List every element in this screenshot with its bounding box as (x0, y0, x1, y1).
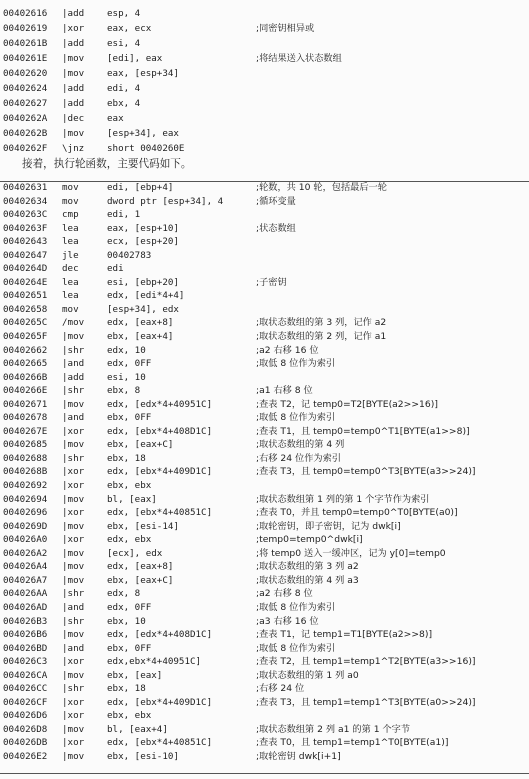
code-comment: ;取状态数组的第 3 列 a2 (256, 561, 359, 573)
code-operands: edx, [ebx*4+409D1C] (107, 466, 213, 478)
code-comment: ;取状态数组第 1 列的第 1 个字节作为索引 (256, 493, 430, 505)
code-address: 004026A4 (3, 561, 48, 573)
code-operands: ebx, [eax+4] (107, 331, 174, 343)
code-mnemonic: |and (62, 601, 85, 613)
code-address: 0040269D (3, 520, 48, 532)
code-comment: ;子密钥 (256, 276, 287, 288)
code-comment: ;a2 右移 16 位 (256, 344, 319, 356)
code-line (0, 682, 529, 696)
code-mnemonic: |xor (62, 23, 85, 34)
code-line (0, 357, 529, 371)
code-line (0, 66, 529, 81)
code-line (0, 303, 529, 317)
code-line (0, 736, 529, 750)
code-operands: ebx, ebx (107, 480, 152, 492)
code-operands: edx,ebx*4+40951C] (107, 656, 202, 668)
code-mnemonic: |mov (62, 439, 85, 451)
code-operands: [esp+34], eax (107, 128, 179, 139)
code-address: 0040261E (3, 53, 48, 64)
code-comment: ;取轮密钥 dwk[i+1] (256, 750, 341, 762)
code-comment: ;右移 24 位作为索引 (256, 452, 341, 464)
code-mnemonic: lea (62, 276, 79, 288)
code-address: 004026AD (3, 601, 48, 613)
code-line (0, 141, 529, 156)
code-mnemonic: |xor (62, 425, 85, 437)
code-operands: edi, [ebp+4] (107, 182, 174, 193)
code-address: 004026E2 (3, 750, 48, 762)
code-address: 004026A0 (3, 534, 48, 546)
code-operands: bl, [eax+4] (107, 723, 168, 735)
code-line (0, 208, 529, 222)
code-comment: ;循环变量 (256, 195, 296, 207)
code-line (0, 709, 529, 723)
code-comment: ;取低 8 位作为索引 (256, 642, 336, 654)
code-address: 00402692 (3, 480, 48, 492)
code-comment: ;取状态数组的第 3 列，记作 a2 (256, 317, 387, 329)
code-address: 0040265F (3, 331, 48, 343)
code-operands: edx, [edx*4+40951C] (107, 398, 213, 410)
code-address: 00402696 (3, 507, 48, 519)
code-address: 004026C3 (3, 656, 48, 668)
code-comment: ;查表 T3，且 temp1=temp1^T3[BYTE(a0>>24)] (256, 696, 476, 708)
code-line (0, 6, 529, 21)
code-address: 004026CF (3, 696, 48, 708)
code-comment: ;取状态数组的第 2 列，记作 a1 (256, 331, 387, 343)
code-line (0, 655, 529, 669)
code-operands: edx, 0FF (107, 358, 152, 370)
code-line (0, 642, 529, 656)
code-mnemonic: |add (62, 38, 85, 49)
code-mnemonic: |mov (62, 128, 85, 139)
code-operands: ebx, [eax+C] (107, 574, 174, 586)
code-mnemonic: |mov (62, 561, 85, 573)
code-operands: eax, [esp+34] (107, 68, 179, 79)
code-address: 004026CC (3, 683, 48, 695)
code-comment: ;取低 8 位作为索引 (256, 412, 336, 424)
code-mnemonic: mov (62, 195, 79, 207)
code-operands: edx, [edx*4+408D1C] (107, 629, 213, 641)
code-comment: ;查表 T0，且 temp1=temp1^T0[BYTE(a1)] (256, 737, 449, 749)
code-address: 0040261B (3, 38, 48, 49)
code-address: 00402619 (3, 23, 48, 34)
code-operands: edi, 1 (107, 209, 141, 221)
code-line (0, 425, 529, 439)
code-address: 00402688 (3, 452, 48, 464)
code-operands: short 0040260E (107, 143, 185, 154)
code-address: 004026CA (3, 669, 48, 681)
code-comment: ;取状态数组的第 4 列 (256, 439, 345, 451)
code-line (0, 249, 529, 263)
code-address: 0040264D (3, 263, 48, 275)
code-comment: ;a1 右移 8 位 (256, 385, 313, 397)
code-address: 0040267E (3, 425, 48, 437)
code-address: 004026A7 (3, 574, 48, 586)
code-address: 004026D8 (3, 723, 48, 735)
code-mnemonic: |add (62, 98, 85, 109)
code-line (0, 276, 529, 290)
code-operands: ebx, 18 (107, 452, 146, 464)
code-operands: edx, [ebx*4+40851C] (107, 507, 213, 519)
code-line (0, 344, 529, 358)
code-line (0, 479, 529, 493)
code-address: 00402658 (3, 303, 48, 315)
code-line (0, 330, 529, 344)
code-mnemonic: |mov (62, 629, 85, 641)
code-line (0, 493, 529, 507)
code-address: 00402624 (3, 83, 48, 94)
code-operands: esi, 4 (107, 38, 141, 49)
code-address: 004026D6 (3, 710, 48, 722)
code-operands: dword ptr [esp+34], 4 (107, 195, 224, 207)
code-line (0, 316, 529, 330)
code-mnemonic: mov (62, 303, 79, 315)
code-operands: ebx, [esi-14] (107, 520, 179, 532)
code-mnemonic: |mov (62, 520, 85, 532)
code-mnemonic: |shr (62, 344, 85, 356)
code-address: 00402651 (3, 290, 48, 302)
code-operands: [ecx], edx (107, 547, 163, 559)
code-line (0, 222, 529, 236)
code-address: 0040262F (3, 143, 48, 154)
code-comment: ;a2 右移 8 位 (256, 588, 313, 600)
code-line (0, 398, 529, 412)
code-address: 004026DB (3, 737, 48, 749)
code-operands: bl, [eax] (107, 493, 157, 505)
code-line (0, 438, 529, 452)
code-address: 0040266B (3, 371, 48, 383)
code-line (0, 111, 529, 126)
code-address: 00402634 (3, 195, 48, 207)
code-line (0, 465, 529, 479)
code-mnemonic: |add (62, 371, 85, 383)
code-line (0, 36, 529, 51)
code-line (0, 195, 529, 209)
code-comment: ;查表 T0，并且 temp0=temp0^T0[BYTE(a0)] (256, 507, 458, 519)
code-mnemonic: |mov (62, 574, 85, 586)
code-mnemonic: /mov (62, 317, 85, 329)
code-mnemonic: |dec (62, 113, 85, 124)
code-line (0, 384, 529, 398)
code-mnemonic: |mov (62, 547, 85, 559)
code-address: 00402685 (3, 439, 48, 451)
code-operands: edx, [ebx*4+408D1C] (107, 425, 213, 437)
code-mnemonic: |mov (62, 493, 85, 505)
code-address: 00402620 (3, 68, 48, 79)
code-line (0, 628, 529, 642)
code-operands: ebx, 18 (107, 683, 146, 695)
code-comment: ;查表 T1，记 temp1=T1[BYTE(a2>>8)] (256, 629, 433, 641)
code-operands: edx, 10 (107, 344, 146, 356)
code-mnemonic: lea (62, 236, 79, 248)
code-operands: ebx, ebx (107, 710, 152, 722)
code-line (0, 520, 529, 534)
code-comment: ;取轮密钥，即子密钥，记为 dwk[i] (256, 520, 401, 532)
code-mnemonic: lea (62, 222, 79, 234)
code-comment: ;将 temp0 送入一缓冲区，记为 y[0]=temp0 (256, 547, 446, 559)
code-mnemonic: |shr (62, 615, 85, 627)
code-mnemonic: |xor (62, 656, 85, 668)
code-mnemonic: |xor (62, 696, 85, 708)
code-operands: esi, 10 (107, 371, 146, 383)
code-comment: ;状态数组 (256, 222, 296, 234)
code-mnemonic: |xor (62, 710, 85, 722)
code-listing-main (0, 181, 529, 764)
code-operands: edx, 8 (107, 588, 141, 600)
code-address: 00402694 (3, 493, 48, 505)
code-address: 00402671 (3, 398, 48, 410)
code-line (0, 21, 529, 36)
code-operands: edx, ebx (107, 534, 152, 546)
code-address: 0040268B (3, 466, 48, 478)
code-operands: ebx, 4 (107, 98, 141, 109)
code-mnemonic: \jnz (62, 143, 85, 154)
code-mnemonic: |and (62, 642, 85, 654)
code-comment: ;取低 8 位作为索引 (256, 358, 336, 370)
code-line (0, 601, 529, 615)
code-line (0, 371, 529, 385)
code-operands: edi (107, 263, 124, 275)
code-line (0, 696, 529, 710)
code-operands: ebx, 0FF (107, 412, 152, 424)
code-address: 004026A2 (3, 547, 48, 559)
code-line (0, 51, 529, 66)
code-operands: [esp+34], edx (107, 303, 179, 315)
code-operands: 00402783 (107, 249, 152, 261)
code-mnemonic: |xor (62, 534, 85, 546)
code-mnemonic: |mov (62, 723, 85, 735)
code-address: 0040262B (3, 128, 48, 139)
code-line (0, 81, 529, 96)
code-mnemonic: |mov (62, 398, 85, 410)
code-mnemonic: |add (62, 8, 85, 19)
code-comment: ;取低 8 位作为索引 (256, 601, 336, 613)
code-comment: ;右移 24 位 (256, 683, 305, 695)
code-comment: ;查表 T3，且 temp0=temp0^T3[BYTE(a3>>24)] (256, 466, 476, 478)
code-line (0, 669, 529, 683)
code-comment: ;轮数，共 10 轮，包括最后一轮 (256, 182, 387, 193)
code-line (0, 587, 529, 601)
code-line (0, 506, 529, 520)
code-line (0, 289, 529, 303)
code-operands: ebx, 10 (107, 615, 146, 627)
code-address: 00402647 (3, 249, 48, 261)
code-comment: ;查表 T1，且 temp0=temp0^T1[BYTE(a1>>8)] (256, 425, 470, 437)
code-address: 00402616 (3, 8, 48, 19)
code-mnemonic: mov (62, 182, 79, 193)
code-mnemonic: |add (62, 83, 85, 94)
code-line (0, 547, 529, 561)
code-mnemonic: |shr (62, 452, 85, 464)
code-mnemonic: |xor (62, 737, 85, 749)
code-address: 0040263C (3, 209, 48, 221)
table-bottom-rule (0, 773, 529, 774)
code-operands: esi, [ebp+20] (107, 276, 179, 288)
code-comment: ;将结果送入状态数组 (256, 53, 342, 64)
code-address: 004026B6 (3, 629, 48, 641)
code-mnemonic: |shr (62, 683, 85, 695)
code-mnemonic: |mov (62, 750, 85, 762)
code-mnemonic: |mov (62, 68, 85, 79)
code-operands: ecx, [esp+20] (107, 236, 179, 248)
code-address: 00402665 (3, 358, 48, 370)
code-address: 0040266E (3, 385, 48, 397)
code-line (0, 533, 529, 547)
code-address: 00402627 (3, 98, 48, 109)
code-operands: ebx, [esi-10] (107, 750, 179, 762)
code-mnemonic: |xor (62, 466, 85, 478)
code-operands: esp, 4 (107, 8, 141, 19)
code-operands: edx, [eax+8] (107, 561, 174, 573)
code-operands: ebx, [eax] (107, 669, 163, 681)
code-operands: ebx, [eax+C] (107, 439, 174, 451)
code-mnemonic: |and (62, 412, 85, 424)
code-operands: edx, [eax+8] (107, 317, 174, 329)
code-mnemonic: lea (62, 290, 79, 302)
code-comment: ;同密钥相异或 (256, 23, 315, 34)
code-mnemonic: |and (62, 358, 85, 370)
code-address: 00402678 (3, 412, 48, 424)
code-line (0, 750, 529, 764)
code-operands: edx, [ebx*4+40851C] (107, 737, 213, 749)
code-address: 00402643 (3, 236, 48, 248)
code-address: 00402631 (3, 182, 48, 193)
code-operands: edi, 4 (107, 83, 141, 94)
code-operands: ebx, 0FF (107, 642, 152, 654)
code-comment: ;取状态数组的第 1 列 a0 (256, 669, 359, 681)
code-operands: eax, [esp+10] (107, 222, 179, 234)
code-mnemonic: jle (62, 249, 79, 261)
code-operands: edx, [ebx*4+409D1C] (107, 696, 213, 708)
code-operands: eax (107, 113, 124, 124)
code-comment: ;取状态数组第 2 列 a1 的第 1 个字节 (256, 723, 411, 735)
code-mnemonic: cmp (62, 209, 79, 221)
code-mnemonic: |xor (62, 507, 85, 519)
code-line (0, 181, 529, 195)
code-line (0, 574, 529, 588)
code-comment: ;取状态数组的第 4 列 a3 (256, 574, 359, 586)
code-mnemonic: dec (62, 263, 79, 275)
code-line (0, 235, 529, 249)
code-comment: ;查表 T2，记 temp0=T2[BYTE(a2>>16)] (256, 398, 438, 410)
code-operands: ebx, 8 (107, 385, 141, 397)
code-line (0, 262, 529, 276)
code-address: 0040264E (3, 276, 48, 288)
code-address: 0040262A (3, 113, 48, 124)
code-mnemonic: |mov (62, 53, 85, 64)
code-mnemonic: |mov (62, 331, 85, 343)
code-comment: ;temp0=temp0^dwk[i] (256, 534, 363, 546)
code-line (0, 411, 529, 425)
code-line (0, 452, 529, 466)
code-line (0, 96, 529, 111)
code-address: 004026AA (3, 588, 48, 600)
code-address: 00402662 (3, 344, 48, 356)
code-operands: edx, [edi*4+4] (107, 290, 185, 302)
code-line (0, 560, 529, 574)
code-address: 0040265C (3, 317, 48, 329)
code-address: 0040263F (3, 222, 48, 234)
code-mnemonic: |xor (62, 480, 85, 492)
code-operands: [edi], eax (107, 53, 163, 64)
code-mnemonic: |mov (62, 669, 85, 681)
code-mnemonic: |shr (62, 588, 85, 600)
code-line (0, 723, 529, 737)
code-line (0, 126, 529, 141)
code-address: 004026B3 (3, 615, 48, 627)
code-operands: eax, ecx (107, 23, 152, 34)
code-mnemonic: |shr (62, 385, 85, 397)
body-paragraph: 接着，执行轮函数，主要代码如下。 (22, 158, 192, 170)
code-line (0, 615, 529, 629)
code-operands: edx, 0FF (107, 601, 152, 613)
code-address: 004026BD (3, 642, 48, 654)
code-listing-top (0, 6, 529, 156)
code-comment: ;a3 右移 16 位 (256, 615, 319, 627)
code-comment: ;查表 T2，且 temp1=temp1^T2[BYTE(a3>>16)] (256, 656, 476, 668)
